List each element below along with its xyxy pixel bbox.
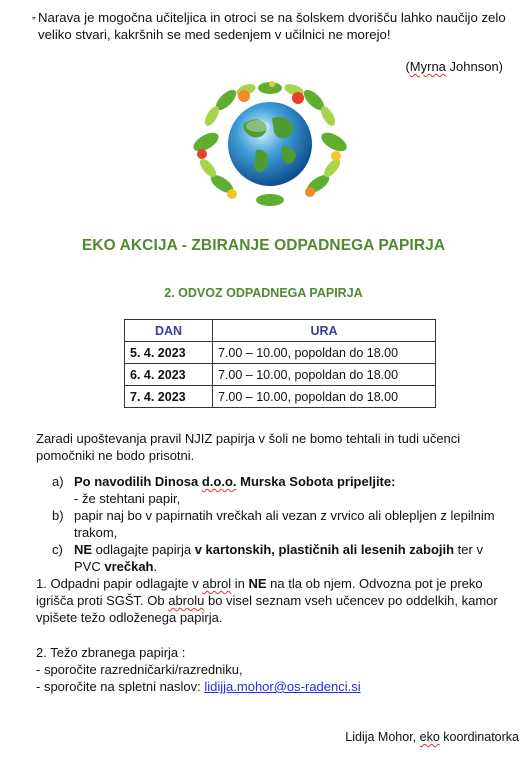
p1-abrolu: abrolu [168,593,205,608]
email-link[interactable]: lidijja.mohor@os-radenci.si [204,679,361,694]
globe-icon [186,80,354,208]
table-header-row [125,320,436,342]
time-cell: 7.00 – 10.00, popoldan do 18.00 [213,364,436,386]
author-rest: Johnson) [445,59,503,74]
instructions-list [52,473,512,575]
p2-line1: 2. Težo zbranega papirja : [36,645,186,660]
intro-paragraph: Zaradi upoštevanja pravil NJIZ papirja v šoli ne bomo tehtali in tudi učenci pomočniki ne bodo prisotni. [36,431,461,463]
p1-text-4: bo visel seznam vseh učencev po oddelkih, kamor vpišete težo odloženega papirja. [36,593,498,625]
quote-mark: „ [32,9,36,21]
paragraph-2 [36,644,516,695]
p1-text-2: in [231,576,249,591]
col-header-time: URA [213,320,436,342]
quote-block [32,9,518,43]
author-paren: ( [405,59,410,74]
day-cell: 5. 4. 2023 [125,342,213,364]
p1-text-3: na tla ob njem. Odvozna pot je preko igrišča proti SGŠT. Ob [36,576,483,608]
list-item [52,473,512,507]
item-c-text-3: . [153,559,158,574]
item-a-bold-2: Murska Sobota pripeljite: [236,474,396,489]
time-cell: 7.00 – 10.00, popoldan do 18.00 [213,342,436,364]
item-a-bold [74,474,395,489]
item-a-bold-sq: d.o.o. [201,474,237,489]
signature-name: Lidija Mohor, [345,730,420,744]
item-c-bold-3: vrečkah [104,559,154,574]
table-row [125,386,436,408]
p1-text-1: 1. Odpadni papir odlagajte v [36,576,203,591]
eco-globe-image [186,80,354,208]
signature-eko: eko [419,730,440,744]
list-item [52,507,512,541]
p2-line3: - sporočite na spletni naslov: [36,679,205,694]
author-first: Myrna [409,59,446,74]
p1-abrol: abrol [202,576,232,591]
p2-line3-wrap [36,678,516,695]
table-row [125,342,436,364]
paragraph-1 [36,575,516,626]
time-cell: 7.00 – 10.00, popoldan do 18.00 [213,386,436,408]
list-item [52,541,512,575]
page-title: EKO AKCIJA - ZBIRANJE ODPADNEGA PAPIRJA [81,237,446,254]
schedule-table [124,319,436,408]
list-marker: b) [52,508,64,523]
signature [345,730,519,744]
item-c-text-2: ter v PVC [74,542,483,574]
quote-author [405,59,503,74]
item-c-bold-2: v kartonskih, plastičnih ali lesenih zabojih [194,542,455,557]
p2-line2: - sporočite razredničarki/razredniku, [36,662,243,677]
table-row [125,364,436,386]
quote-text: Narava je mogočna učiteljica in otroci se na šolskem dvorišču lahko naučijo zelo veliko stvari, kakršnih se med sedenjem v učilnici ne morejo! [38,10,506,42]
day-cell: 6. 4. 2023 [125,364,213,386]
item-c-bold-1: NE [74,542,93,557]
item-a-line2: - že stehtani papir, [74,491,181,506]
item-c-text-1: odlagajte papirja [92,542,195,557]
section-subtitle: 2. ODVOZ ODPADNEGA PAPIRJA [164,286,363,300]
list-marker: c) [52,542,63,557]
signature-rest: koordinatorka [439,730,519,744]
item-b-text: papir naj bo v papirnatih vrečkah ali vezan z vrvico ali oblepljen z lepilnim trakom, [74,508,495,540]
list-marker: a) [52,474,64,489]
p1-bold-ne: NE [248,576,267,591]
day-cell: 7. 4. 2023 [125,386,213,408]
item-a-bold-1: Po navodilih Dinosa [74,474,202,489]
col-header-day: DAN [125,320,213,342]
